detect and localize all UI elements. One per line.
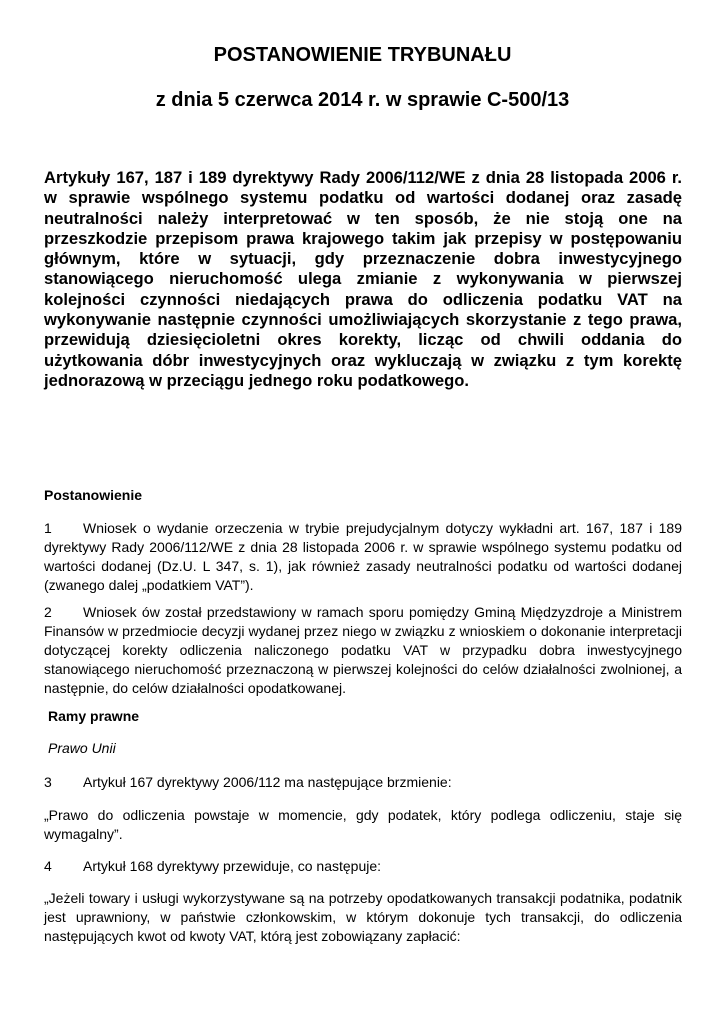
paragraph-number: 1 xyxy=(44,520,52,536)
paragraph-number: 3 xyxy=(44,774,52,790)
numbered-paragraph xyxy=(44,519,682,595)
numbered-paragraph xyxy=(44,857,682,876)
paragraph-text: Artykuł 168 dyrektywy przewiduje, co następuje: xyxy=(83,858,382,874)
paragraph-number: 4 xyxy=(44,858,52,874)
quote-paragraph: „Jeżeli towary i usługi wykorzystywane są na potrzeby opodatkowanych transakcji podatnika, podatnik jest uprawniony, w państwie członkowskim, w którym dokonuje tych transakcji, do odliczenia następujących kwot od kwoty VAT, którą jest zobowiązany zapłacić: xyxy=(44,890,682,944)
paragraph-text: Artykuł 167 dyrektywy 2006/112 ma następujące brzmienie: xyxy=(83,774,452,790)
section-heading: Postanowienie xyxy=(44,487,143,503)
numbered-paragraph xyxy=(44,603,682,698)
document-title: POSTANOWIENIE TRYBUNAŁU xyxy=(213,44,512,66)
quote-paragraph: „Prawo do odliczenia powstaje w momencie, gdy podatek, który podlega odliczeniu, staje się wymagalny”. xyxy=(44,807,682,842)
paragraph-number: 2 xyxy=(44,604,52,620)
document-subtitle: z dnia 5 czerwca 2014 r. w sprawie C-500/13 xyxy=(155,89,570,111)
numbered-paragraph xyxy=(44,773,682,792)
paragraph-text: Wniosek ów został przedstawiony w ramach sporu pomiędzy Gminą Międzyzdroje a Ministrem Finansów w przedmiocie decyzji wydanej przez niego w związku z wnioskiem o dokonanie interpretacji dotyczącej korekty odliczenia naliczonego podatku VAT w przypadku dobra inwestycyjnego stanowiącego nieruchomość przeznaczoną w pierwszej kolejności do celów działalności zwolnionej, a następnie, do celów działalności opodatkowanej. xyxy=(44,604,682,696)
summary-paragraph: Artykuły 167, 187 i 189 dyrektywy Rady 2006/112/WE z dnia 28 listopada 2006 r. w sprawie wspólnego systemu podatku od wartości dodanej oraz zasadę neutralności należy interpretować w ten sposób, że nie stoją one na przeszkodzie przepisom prawa krajowego takim jak przepisy w postępowaniu głównym, które w sytuacji, gdy przeznaczenie dobra inwestycyjnego stanowiącego nieruchomość ulega zmianie z wykonywania w pierwszej kolejności czynności niedających prawa do odliczenia podatku VAT na wykonywanie następnie czynności umożliwiających skorzystanie z tego prawa, przewidują dziesięcioletni okres korekty, licząc od chwili oddania do użytkowania dóbr inwestycyjnych oraz wykluczają w związku z tym korektę jednorazową w przeciągu jednego roku podatkowego. xyxy=(44,168,682,390)
paragraph-text: Wniosek o wydanie orzeczenia w trybie prejudycjalnym dotyczy wykładni art. 167, 187 i 189 dyrektywy Rady 2006/112/WE z dnia 28 listopada 2006 r. w sprawie wspólnego systemu podatku od wartości dodanej (Dz.U. L 347, s. 1), jak również zasady neutralności podatku od wartości dodanej (zwanego dalej „podatkiem VAT”). xyxy=(44,520,682,593)
eu-law-heading: Prawo Unii xyxy=(48,740,116,756)
legal-framework-heading: Ramy prawne xyxy=(48,708,140,724)
